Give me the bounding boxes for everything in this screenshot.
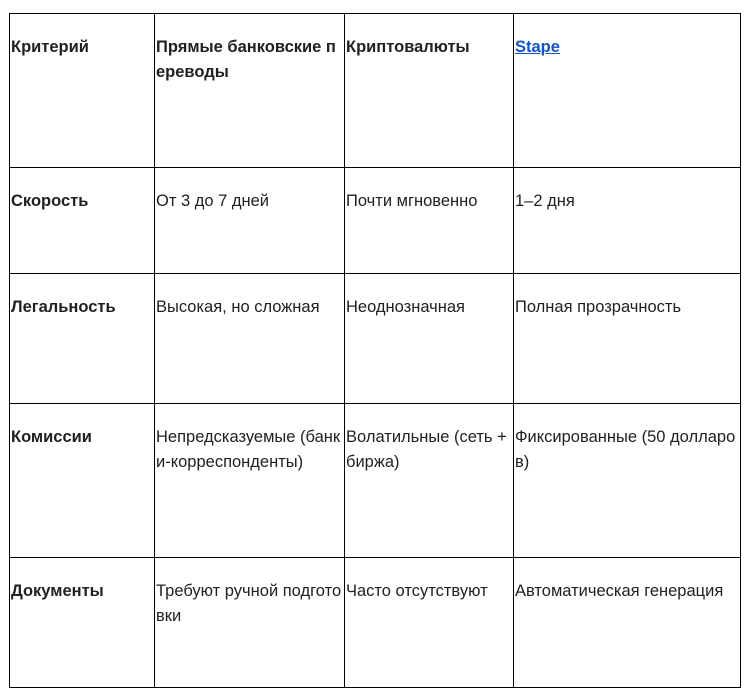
- header-stape: [514, 14, 741, 168]
- cell-documents-stape: Автоматическая генерация: [514, 558, 741, 688]
- cell-legality-crypto: Неоднозначная: [345, 274, 514, 404]
- comparison-table: [9, 13, 741, 688]
- row-label-legality: Легальность: [10, 274, 155, 404]
- cell-legality-stape: Полная прозрачность: [514, 274, 741, 404]
- row-label-fees: Комиссии: [10, 404, 155, 558]
- cell-legality-bank: Высокая, но сложная: [155, 274, 345, 404]
- stape-link[interactable]: Stape: [515, 38, 560, 56]
- header-criterion: Критерий: [10, 14, 155, 168]
- header-crypto: Криптовалюты: [345, 14, 514, 168]
- cell-speed-stape: 1–2 дня: [514, 168, 741, 274]
- header-bank-transfers: Прямые банковские переводы: [155, 14, 345, 168]
- row-label-speed: Скорость: [10, 168, 155, 274]
- cell-speed-bank: От 3 до 7 дней: [155, 168, 345, 274]
- cell-documents-bank: Требуют ручной подготовки: [155, 558, 345, 688]
- cell-speed-crypto: Почти мгновенно: [345, 168, 514, 274]
- row-label-documents: Документы: [10, 558, 155, 688]
- comparison-table-container: [9, 13, 741, 688]
- table-row-speed: [10, 168, 741, 274]
- table-row-documents: [10, 558, 741, 688]
- cell-fees-bank: Непредсказуемые (банки-корреспонденты): [155, 404, 345, 558]
- cell-fees-crypto: Волатильные (сеть + биржа): [345, 404, 514, 558]
- table-header-row: [10, 14, 741, 168]
- table-row-legality: [10, 274, 741, 404]
- cell-documents-crypto: Часто отсутствуют: [345, 558, 514, 688]
- table-row-fees: [10, 404, 741, 558]
- cell-fees-stape: Фиксированные (50 долларов): [514, 404, 741, 558]
